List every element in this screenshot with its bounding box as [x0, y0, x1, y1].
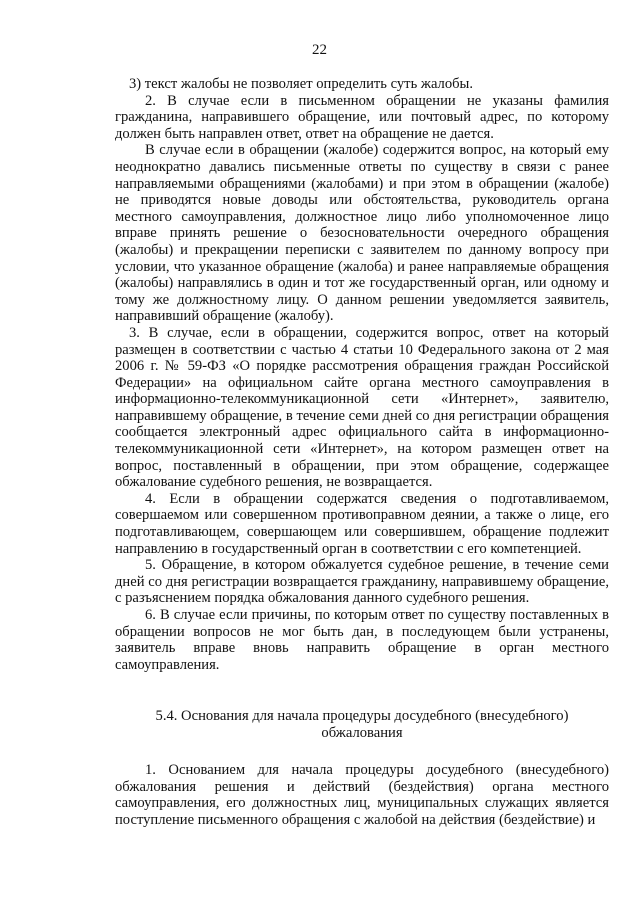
paragraph-3: 3. В случае, если в обращении, содержится вопрос, ответ на который размещен в соответствии с частью 4 статьи 10 Федерального закона от 2 мая 2006 г. № 59-ФЗ «О порядке рассмотрения обращения граждан Российской Федерации» на официальном сайте органа местного самоуправления в информационно-телекоммуникационной сети «Интернет», заявителю, направившему обращение, в течение семи дней со дня регистрации обращения сообщается электронный адрес официального сайта в информационно-телекоммуникационной сети «Интернет», на котором размещен ответ на вопрос, поставленный в обращении, при этом обращение, содержащее обжалование судебного решения, не возвращается.	[115, 324, 609, 491]
paragraph-4: 4. Если в обращении содержатся сведения о подготавливаемом, совершаемом или совершенном противоправном деянии, а также о лице, его подготавливающем, совершающем или совершившем, обращение подлежит направлению в государственный орган в соответствии с его компетенцией.	[115, 490, 609, 557]
paragraph-6: 6. В случае если причины, по которым ответ по существу поставленных в обращении вопросов не мог быть дан, в последующем были устранены, заявитель вправе вновь направить обращение в орган местного самоуправления.	[115, 607, 609, 673]
section-paragraph-1: 1. Основанием для начала процедуры досудебного (внесудебного) обжалования решения и действий (бездействия) органа местного самоуправления, его должностных лиц, муниципальных служащих является поступление письменного обращения с жалобой на действия (бездействие) и	[115, 762, 609, 828]
paragraph-item-3: 3) текст жалобы не позволяет определить суть жалобы.	[129, 76, 474, 92]
paragraph-2: 2. В случае если в письменном обращении не указаны фамилия гражданина, направившего обращение, или почтовый адрес, по которому должен быть направлен ответ, ответ на обращение не дается.	[115, 92, 609, 142]
paragraph-5: 5. Обращение, в котором обжалуется судебное решение, в течение семи дней со дня регистрации возвращается гражданину, направившему обращение, с разъяснением порядка обжалования данного судебного решения.	[115, 557, 609, 607]
document-body	[115, 76, 609, 673]
paragraph-repeated-complaint: В случае если в обращении (жалобе) содержится вопрос, на который ему неоднократно давались письменные ответы по существу в связи с ранее направляемыми обращениями (жалобами) и при этом в обращении (жалобе) не приводятся новые доводы или обстоятельства, руководитель органа местного самоуправления, должностное лицо либо уполномоченное лицо вправе принять решение о безосновательности очередного обращения (жалобы) и прекращении переписки с заявителем по данному вопросу при условии, что указанное обращение (жалоба) и ранее направляемые обращения (жалобы) направлялись в один и тот же государственный орган, или одному и тому же должностному лицу. О данном решении уведомляется заявитель, направивший обращение (жалобу).	[115, 142, 609, 325]
section-body	[115, 762, 609, 828]
section-heading: 5.4. Основания для начала процедуры досудебного (внесудебного) обжалования	[155, 708, 569, 741]
page-number: 22	[312, 42, 327, 58]
